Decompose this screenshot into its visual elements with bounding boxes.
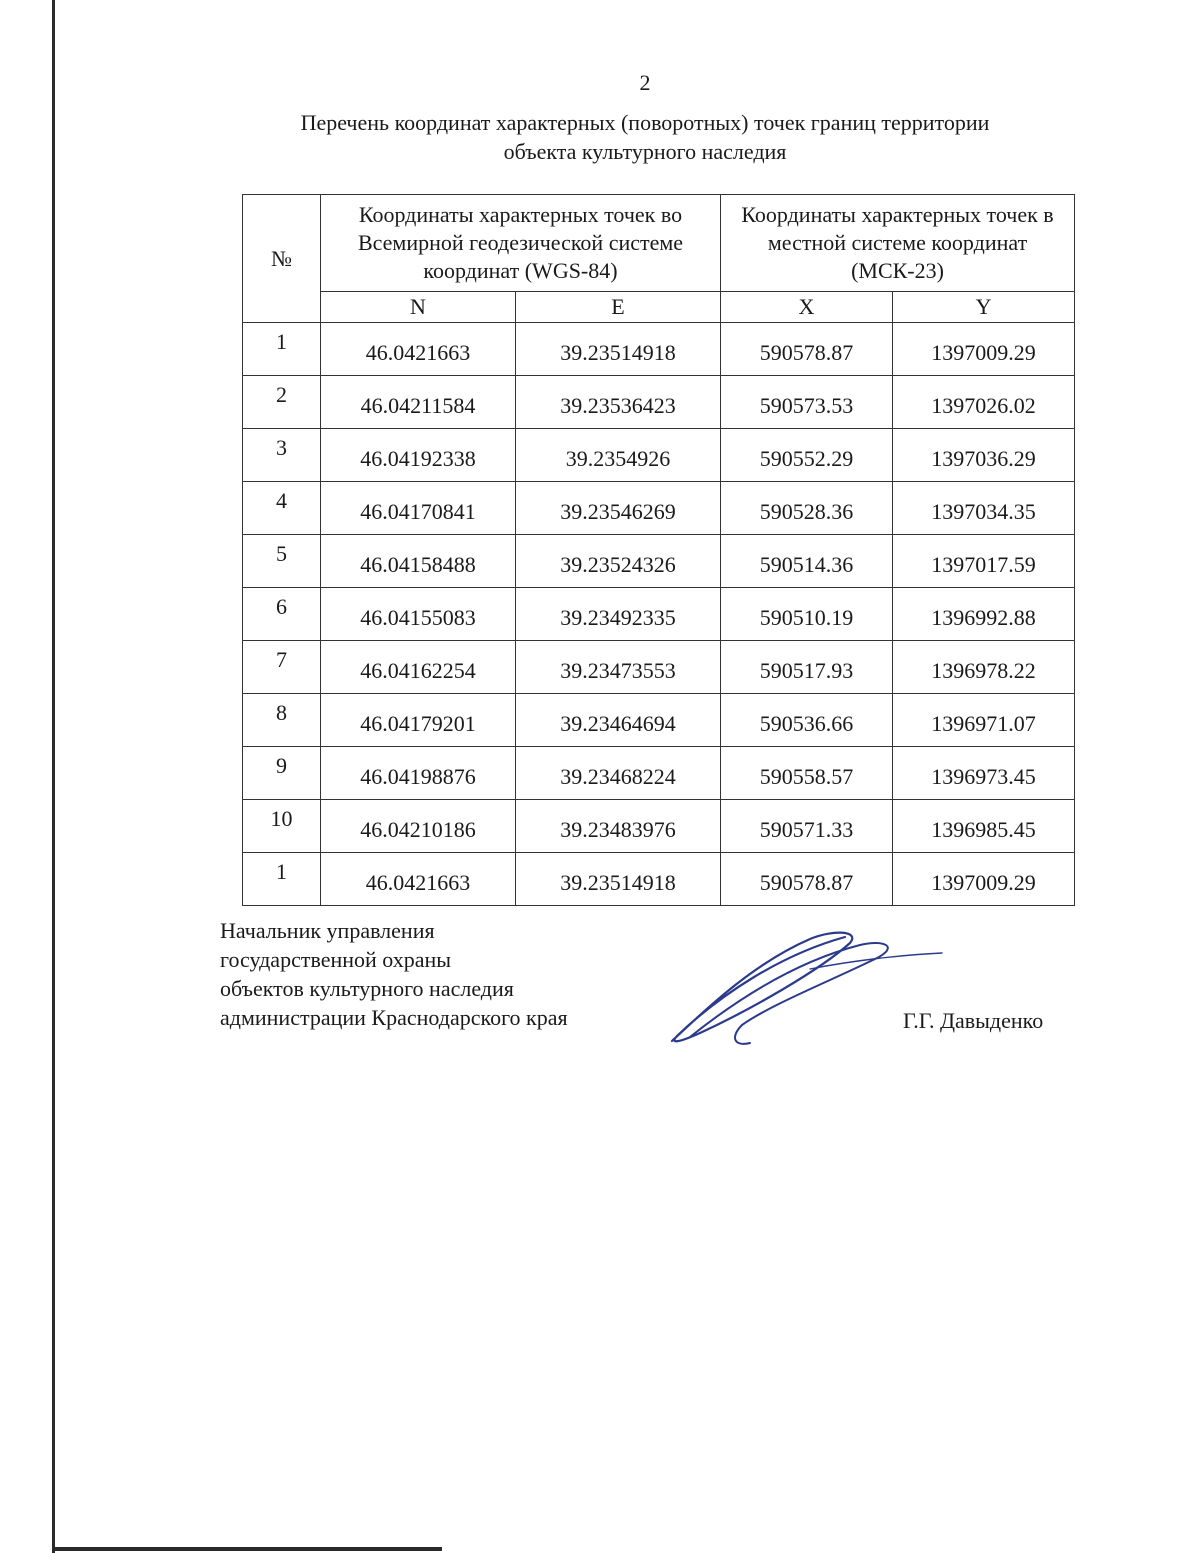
longitude-e-cell: 39.23492335 <box>516 588 721 641</box>
msk-y-cell: 1396971.07 <box>893 694 1075 747</box>
latitude-n-cell: 46.04192338 <box>321 429 516 482</box>
row-number-cell: 3 <box>243 429 321 482</box>
table-row <box>243 588 1075 641</box>
msk-y-cell: 1396978.22 <box>893 641 1075 694</box>
longitude-e-cell: 39.23524326 <box>516 535 721 588</box>
msk-y-cell: 1397036.29 <box>893 429 1075 482</box>
coordinates-table <box>242 194 1075 906</box>
signature-title-line-1: Начальник управления <box>220 918 435 943</box>
signature-title-line-2: государственной охраны <box>220 947 452 972</box>
longitude-e-cell: 39.23536423 <box>516 376 721 429</box>
msk-y-cell: 1396992.88 <box>893 588 1075 641</box>
msk-x-cell: 590517.93 <box>721 641 893 694</box>
table-row <box>243 800 1075 853</box>
msk-x-cell: 590571.33 <box>721 800 893 853</box>
longitude-e-cell: 39.23514918 <box>516 853 721 906</box>
row-number-cell: 4 <box>243 482 321 535</box>
title-line-2: объекта культурного наследия <box>503 139 787 164</box>
latitude-n-cell: 46.04211584 <box>321 376 516 429</box>
row-number-cell: 1 <box>243 853 321 906</box>
msk-y-cell: 1397009.29 <box>893 323 1075 376</box>
document-title <box>230 108 1060 166</box>
table-row <box>243 641 1075 694</box>
row-number-cell: 9 <box>243 747 321 800</box>
latitude-n-cell: 46.04155083 <box>321 588 516 641</box>
header-y: Y <box>893 292 1075 323</box>
msk-x-cell: 590552.29 <box>721 429 893 482</box>
msk-y-cell: 1397009.29 <box>893 853 1075 906</box>
longitude-e-cell: 39.23483976 <box>516 800 721 853</box>
msk-x-cell: 590578.87 <box>721 853 893 906</box>
row-number-cell: 7 <box>243 641 321 694</box>
msk-x-cell: 590558.57 <box>721 747 893 800</box>
longitude-e-cell: 39.23464694 <box>516 694 721 747</box>
msk-y-cell: 1397017.59 <box>893 535 1075 588</box>
table-row <box>243 853 1075 906</box>
header-wgs-group: Координаты характерных точек во Всемирной геодезической системе координат (WGS-84) <box>321 195 721 292</box>
latitude-n-cell: 46.0421663 <box>321 853 516 906</box>
signature-title-line-3: объектов культурного наследия <box>220 976 514 1001</box>
latitude-n-cell: 46.0421663 <box>321 323 516 376</box>
header-msk-group: Координаты характерных точек в местной системе координат (МСК-23) <box>721 195 1075 292</box>
row-number-cell: 1 <box>243 323 321 376</box>
row-number-cell: 5 <box>243 535 321 588</box>
table-row <box>243 323 1075 376</box>
header-n: N <box>321 292 516 323</box>
msk-x-cell: 590514.36 <box>721 535 893 588</box>
latitude-n-cell: 46.04210186 <box>321 800 516 853</box>
row-number-cell: 6 <box>243 588 321 641</box>
table-row <box>243 429 1075 482</box>
page-number: 2 <box>639 70 651 95</box>
latitude-n-cell: 46.04198876 <box>321 747 516 800</box>
signature-title-line-4: администрации Краснодарского края <box>220 1005 568 1030</box>
table-body <box>243 323 1075 906</box>
table-row <box>243 747 1075 800</box>
handwritten-signature <box>660 925 950 1055</box>
msk-x-cell: 590578.87 <box>721 323 893 376</box>
msk-y-cell: 1396985.45 <box>893 800 1075 853</box>
msk-x-cell: 590573.53 <box>721 376 893 429</box>
scan-left-edge <box>52 0 55 1553</box>
table-row <box>243 535 1075 588</box>
msk-y-cell: 1397034.35 <box>893 482 1075 535</box>
table-row <box>243 694 1075 747</box>
table-row <box>243 376 1075 429</box>
signatory-name: Г.Г. Давыденко <box>903 1008 1044 1033</box>
row-number-cell: 10 <box>243 800 321 853</box>
msk-y-cell: 1396973.45 <box>893 747 1075 800</box>
longitude-e-cell: 39.23546269 <box>516 482 721 535</box>
msk-y-cell: 1397026.02 <box>893 376 1075 429</box>
signature-block <box>220 916 568 1032</box>
msk-x-cell: 590510.19 <box>721 588 893 641</box>
latitude-n-cell: 46.04179201 <box>321 694 516 747</box>
latitude-n-cell: 46.04162254 <box>321 641 516 694</box>
longitude-e-cell: 39.23468224 <box>516 747 721 800</box>
msk-x-cell: 590536.66 <box>721 694 893 747</box>
row-number-cell: 2 <box>243 376 321 429</box>
latitude-n-cell: 46.04158488 <box>321 535 516 588</box>
row-number-cell: 8 <box>243 694 321 747</box>
longitude-e-cell: 39.23473553 <box>516 641 721 694</box>
latitude-n-cell: 46.04170841 <box>321 482 516 535</box>
msk-x-cell: 590528.36 <box>721 482 893 535</box>
longitude-e-cell: 39.2354926 <box>516 429 721 482</box>
title-line-1: Перечень координат характерных (поворотных) точек границ территории <box>300 110 990 135</box>
header-number: № <box>243 195 321 323</box>
header-x: X <box>721 292 893 323</box>
scan-bottom-edge <box>52 1547 442 1551</box>
table-row <box>243 482 1075 535</box>
longitude-e-cell: 39.23514918 <box>516 323 721 376</box>
header-e: E <box>516 292 721 323</box>
